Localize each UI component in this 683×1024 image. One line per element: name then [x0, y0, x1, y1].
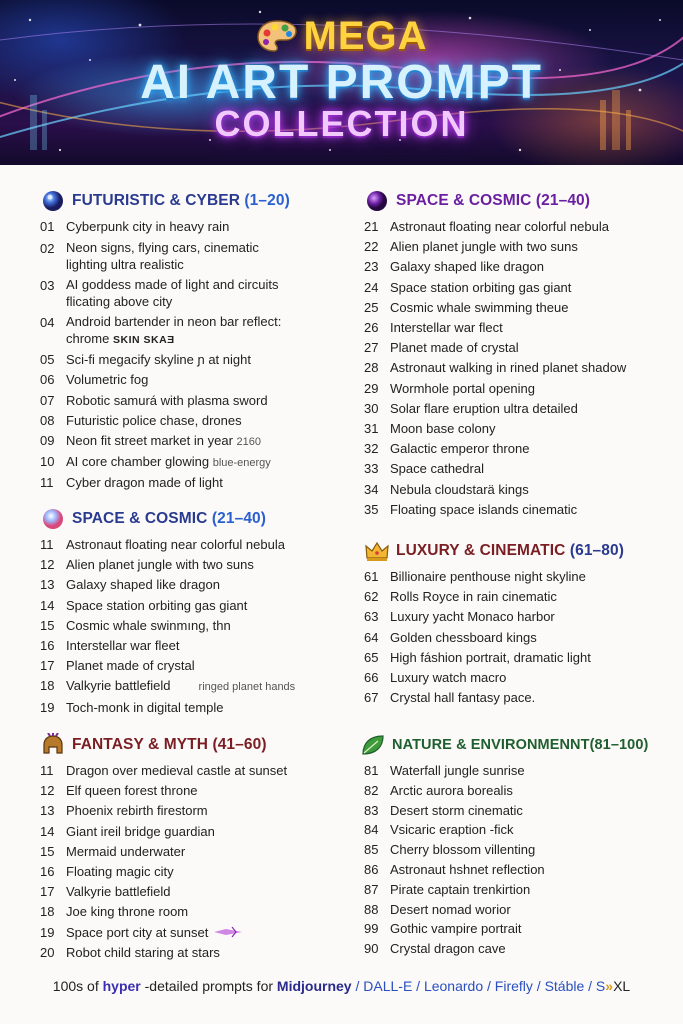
list-item: 10 AI core chamber glowing blue-energy: [40, 454, 271, 470]
list-item: 82 Arctic aurora borealis: [364, 782, 513, 798]
planet-icon: [40, 507, 66, 531]
prompt-list: [364, 567, 674, 708]
prompt-list: [40, 535, 340, 718]
list-item: 02 Neon signs, flying cars, cinematic lighting ultra realistic: [40, 239, 259, 272]
list-item: 14 Giant ireil bridge guardian: [40, 823, 215, 839]
list-item: 26 Interstellar war flect: [364, 320, 503, 336]
section-space-cosmic-left: [40, 507, 340, 718]
list-item: 11 Cyber dragon made of light: [40, 475, 223, 491]
list-item: 84 Vsicaric eraption -fick: [364, 822, 514, 838]
list-item: 19 Toch-monk in digital temple: [40, 699, 224, 715]
list-item: 22 Alien planet jungle with two suns: [364, 239, 578, 255]
list-item: 19 Space port city at sunset: [40, 923, 340, 943]
list-item: 13 Phoenix rebirth firestorm: [40, 803, 208, 819]
list-item: 27 Planet made of crystal: [364, 340, 519, 356]
title-mega-text: MEGA: [303, 14, 428, 58]
section-luxury-cinematic: [364, 539, 674, 708]
header-banner: [0, 0, 683, 165]
section-title: SPACE & COSMIC (21–40): [396, 192, 591, 209]
list-item: 61 Billionaire penthouse night skyline: [364, 569, 586, 584]
section-title: LUXURY & CINEMATIC (61–80): [396, 542, 624, 559]
list-item: 15 Cosmic whale swinmıng, thn: [40, 617, 231, 633]
list-item: 99 Gothic vampire portrait: [364, 921, 522, 937]
list-item: 12 Alien planet jungle with two suns: [40, 557, 254, 573]
prompt-list: [364, 217, 674, 520]
list-item: 12 Elf queen forest throne: [40, 783, 198, 799]
leaf-icon: [360, 733, 386, 757]
prompt-list: [360, 761, 680, 959]
list-item: 18 Joe king throne room: [40, 904, 189, 920]
list-item: 30 Solar flare eruption ultra detailed: [364, 400, 578, 416]
list-item: 63 Luxury yacht Monaco harbor: [364, 609, 555, 625]
list-item: 08 Futuristic police chase, drones: [40, 412, 242, 428]
title-collection: COLLECTION: [214, 103, 469, 144]
list-item: 86 Astronaut hshnet reflection: [364, 861, 545, 877]
section-title: FANTASY & MYTH (41–60): [72, 736, 267, 753]
list-item: 15 Mermaid underwater: [40, 843, 186, 859]
section-space-cosmic-right: [364, 189, 674, 520]
list-item: 01 Cyberpunk city in heavy rain: [40, 219, 230, 234]
list-item: 34 Nebula cloudstarä kings: [364, 481, 529, 497]
list-item: 07 Robotic samurá with plasma sword: [40, 392, 268, 408]
section-title: NATURE & ENVIRONMENNT(81–100): [392, 737, 649, 753]
dark-planet-icon: [364, 189, 390, 213]
list-item: 64 Golden chessboard kings: [364, 629, 537, 645]
list-item: 31 Moon base colony: [364, 421, 496, 437]
list-item: 17 Planet made of crystal: [40, 658, 195, 674]
list-item: 35 Floating space islands cinematic: [364, 501, 578, 517]
list-item: 62 Rolls Royce in rain cinematic: [364, 589, 557, 605]
list-item: 33 Space cathedral: [364, 461, 484, 477]
footer-tagline: 100s of hyper -detailed prompts for Midjourney / DALL-E / Leonardo / Firefly / Stáble / S»XL: [52, 978, 631, 994]
section-fantasy-myth: [40, 733, 340, 963]
list-item: 09 Neon fit street market in year 2160: [40, 433, 262, 449]
title-ai-art-prompt: AI ART PROMPT: [140, 56, 543, 109]
list-item: 14 Space station orbiting gas giant: [40, 597, 248, 613]
crown-icon: [364, 539, 390, 563]
list-item: 88 Desert nomad worior: [364, 901, 511, 917]
list-item: 13 Galaxy shaped like dragon: [40, 577, 220, 593]
list-item: 85 Cherry blossom villenting: [364, 842, 536, 858]
list-item: 83 Desert storm cinematic: [364, 802, 523, 818]
list-item: 23 Galaxy shaped like dragon: [364, 259, 544, 275]
list-item: 87 Pirate captain trenkirtion: [364, 881, 531, 897]
section-nature-environment: [360, 733, 680, 959]
list-item: 20 Robot child staring at stars: [40, 944, 220, 960]
list-item: 90 Crystal dragon cave: [364, 941, 506, 957]
list-item: 03 AI goddess made of light and circuits flicating above city: [40, 276, 279, 309]
list-item: 29 Wormhole portal opening: [364, 380, 536, 396]
list-item: 28 Astronaut walking in rined planet shadow: [364, 360, 627, 376]
list-item: 11 Astronaut floating near colorful nebula: [40, 537, 285, 552]
list-item: 16 Floating magic city: [40, 864, 174, 880]
list-item: 17 Valkyrie battlefield: [40, 884, 171, 900]
section-futuristic: [40, 189, 340, 494]
list-item: 21 Astronaut floating near colorful nebula: [364, 219, 609, 234]
list-item: 66 Luxury watch macro: [364, 670, 507, 686]
list-item: 16 Interstellar war fleet: [40, 638, 180, 654]
helmet-icon: [40, 733, 66, 757]
list-item: 05 Sci-fi megacify skyline ɲ at night: [40, 352, 251, 368]
list-item: 32 Galactic emperor throne: [364, 441, 530, 457]
section-title: SPACE & COSMIC (21–40): [72, 510, 267, 527]
list-item: 67 Crystal hall fantasy pace.: [364, 690, 536, 706]
spaceship-doodle-icon: [212, 925, 246, 939]
list-item: 04 Android bartender in neon bar reflect: chrome SKIN SKAƎ: [40, 313, 282, 346]
section-title: FUTURISTIC & CYBER (1–20): [72, 192, 290, 209]
list-item: 18 Valkyrie battlefield ringed planet hands: [40, 678, 296, 694]
list-item: 06 Volumetric fog: [40, 372, 149, 388]
list-item: 25 Cosmic whale swimming theue: [364, 299, 569, 315]
list-item: 65 High fáshion portrait, dramatic light: [364, 649, 591, 665]
prompt-list: [40, 217, 340, 494]
list-item: 11 Dragon over medieval castle at sunset: [40, 763, 288, 778]
list-item: 81 Waterfall jungle sunrise: [364, 763, 525, 778]
prompt-list: [40, 761, 340, 963]
list-item: 24 Space station orbiting gas giant: [364, 279, 572, 295]
blue-orb-icon: [40, 189, 66, 213]
